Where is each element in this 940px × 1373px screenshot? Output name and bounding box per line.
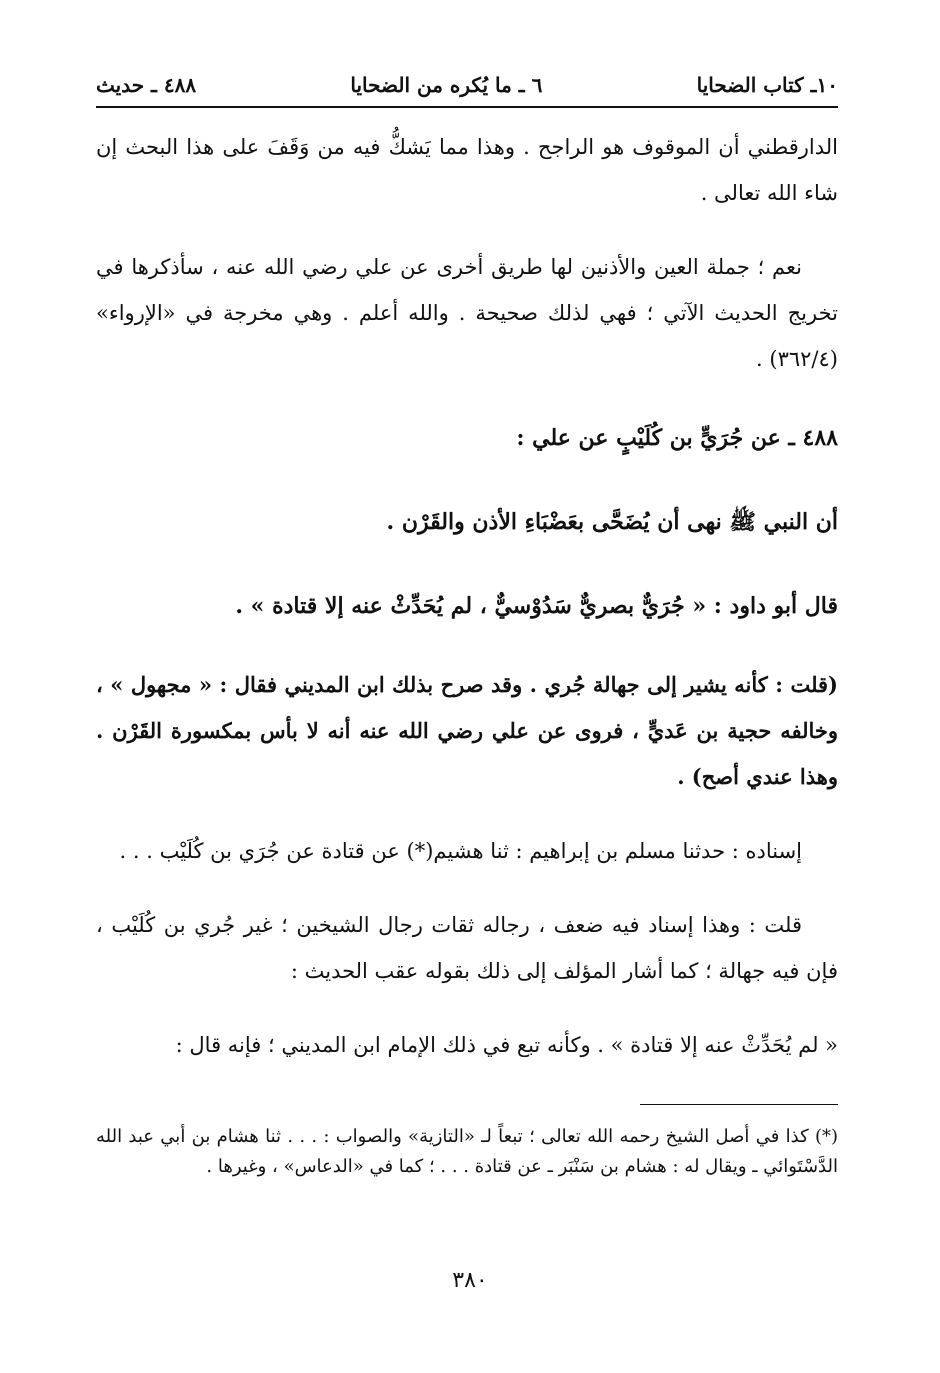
hadith-text: أن النبي ﷺ نهى أن يُضَحَّى بعَضْبَاءِ الأذن والقَرْن .: [386, 509, 838, 535]
paragraph-2: نعم ؛ جملة العين والأذنين لها طريق أخرى عن علي رضي الله عنه ، سأذكرها في تخريج الحديث الآتي ؛ فهي لذلك صحيحة . والله أعلم . وهي مخرجة في «الإرواء» (٣٦٢/٤) .: [96, 255, 838, 371]
main-text: [96, 124, 838, 1096]
footnote: (*) كذا في أصل الشيخ رحمه الله تعالى ؛ تبعاً لـ «التازية» والصواب : . . . ثنا هشام بن أبي عبد الله الدَّسْتَوائي ـ ويقال له : هشام بن سَنْبَر ـ عن قتادة . . . ؛ كما في «الدعاس» ، وغيرها .: [96, 1126, 838, 1177]
paragraph-commentary: قلت : وهذا إسناد فيه ضعف ، رجاله ثقات رجال الشيخين ؛ غير جُري بن كُلَيْب ، فإن فيه جهالة ؛ كما أشار المؤلف إلى ذلك بقوله عقب الحديث :: [96, 913, 838, 983]
header-hadith-number: ٤٨٨ ـ حديث: [96, 73, 197, 97]
footnote-separator: [640, 1104, 838, 1105]
paragraph-1: الدارقطني أن الموقوف هو الراجح . وهذا مما يَشكُّ فيه من وَقَفَ على هذا البحث إن شاء الله تعالى .: [96, 135, 838, 205]
paragraph-note: (قلت : كأنه يشير إلى جهالة جُري . وقد صرح بذلك ابن المديني فقال : « مجهول » ، وخالفه حجية بن عَديٍّ ، فروى عن علي رضي الله عنه أنه لا بأس بمكسورة القَرْن . وهذا عندي أصح) .: [96, 672, 838, 789]
header-section: ٦ ـ ما يُكره من الضحايا: [350, 73, 543, 97]
page-number: ٣٨٠: [452, 1268, 488, 1293]
paragraph-quote: « لم يُحَدِّثْ عنه إلا قتادة » . وكأنه تبع في ذلك الإمام ابن المديني ؛ فإنه قال :: [175, 1033, 838, 1057]
paragraph-isnad: إسناده : حدثنا مسلم بن إبراهيم : ثنا هشيم(*) عن قتادة عن جُرَي بن كُلَيْب . . .: [119, 839, 802, 863]
header-rule: [96, 106, 838, 108]
abu-dawud-comment: قال أبو داود : « جُرَيٌّ بصريٌّ سَدُوْسيٌّ ، لم يُحَدِّثْ عنه إلا قتادة » .: [235, 593, 838, 619]
hadith-block: [96, 410, 838, 634]
header-chapter: ١٠ـ كتاب الضحايا: [696, 73, 838, 97]
hadith-chain: ٤٨٨ ـ عن جُرَيٍّ بن كُلَيْبٍ عن علي :: [516, 425, 838, 451]
running-header: [96, 70, 838, 100]
